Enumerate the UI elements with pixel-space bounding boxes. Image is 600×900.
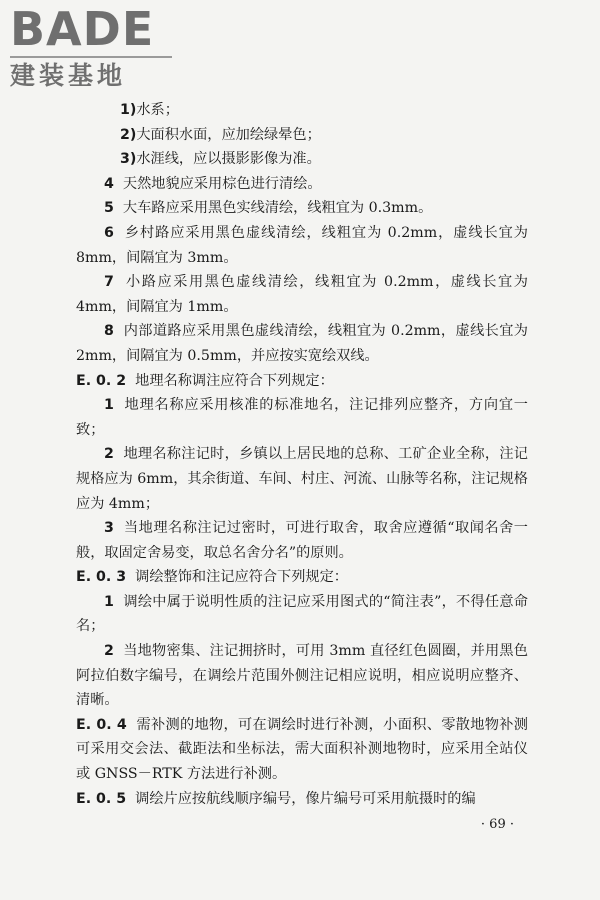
logo-subtitle: 建装基地: [10, 61, 127, 90]
list-item: 1)水系；: [120, 102, 179, 118]
list-item: 8 内部道路应采用黑色虚线清绘，线粗宜为 0.2mm，虚线长宜为 2mm，间隔宜为 0.5mm，并应按实宽绘双线。: [76, 323, 528, 364]
section-heading: E. 0. 2 地理名称调注应符合下列规定：: [76, 372, 334, 389]
section-heading: E. 0. 4 需补测的地物，可在调绘时进行补测，小面积、零散地物补测可采用交会法、截距法和坐标法，需大面积补测地物时，应采用全站仪或 GNSS－RTK 方法进行补测。: [76, 716, 528, 783]
page-number: · 69 ·: [480, 817, 514, 832]
logo-wordmark: BADE: [10, 2, 155, 56]
list-item: 2 当地物密集、注记拥挤时，可用 3mm 直径红色圆圈，并用黑色阿拉伯数字编号，在调绘片范围外侧注记相应说明，相应说明应整齐、清晰。: [76, 643, 528, 709]
logo-rule: [10, 56, 172, 58]
list-item: 2)大面积水面，应加绘绿晕色；: [120, 126, 321, 143]
list-item: 3)水涯线，应以摄影影像为准。: [120, 151, 321, 168]
section-heading: E. 0. 5 调绘片应按航线顺序编号，像片编号可采用航摄时的编: [76, 790, 476, 807]
list-item: 1 调绘中属于说明性质的注记应采用图式的“简注表”，不得任意命名；: [76, 593, 528, 635]
list-item: 7 小路应采用黑色虚线清绘，线粗宜为 0.2mm，虚线长宜为 4mm，间隔宜为 1mm。: [76, 274, 528, 315]
bade-logo: [10, 2, 185, 92]
document-body: [76, 98, 528, 811]
list-item: 2 地理名称注记时，乡镇以上居民地的总称、工矿企业全称，注记规格应为 6mm，其余街道、车间、村庄、河流、山脉等名称，注记规格应为 4mm；: [76, 446, 528, 512]
list-item: 1 地理名称应采用核准的标准地名，注记排列应整齐，方向宜一致；: [76, 397, 528, 438]
list-item: 5 大车路应采用黑色实线清绘，线粗宜为 0.3mm。: [104, 200, 433, 217]
list-item: 4 天然地貌应采用棕色进行清绘。: [104, 175, 322, 192]
list-item: 6 乡村路应采用黑色虚线清绘，线粗宜为 0.2mm，虚线长宜为 8mm，间隔宜为 3mm。: [76, 224, 528, 266]
list-item: 3 当地理名称注记过密时，可进行取舍，取舍应遵循“取闻名舍一般，取固定舍易变，取总名舍分名”的原则。: [76, 520, 528, 561]
section-heading: E. 0. 3 调绘整饰和注记应符合下列规定：: [76, 569, 348, 586]
